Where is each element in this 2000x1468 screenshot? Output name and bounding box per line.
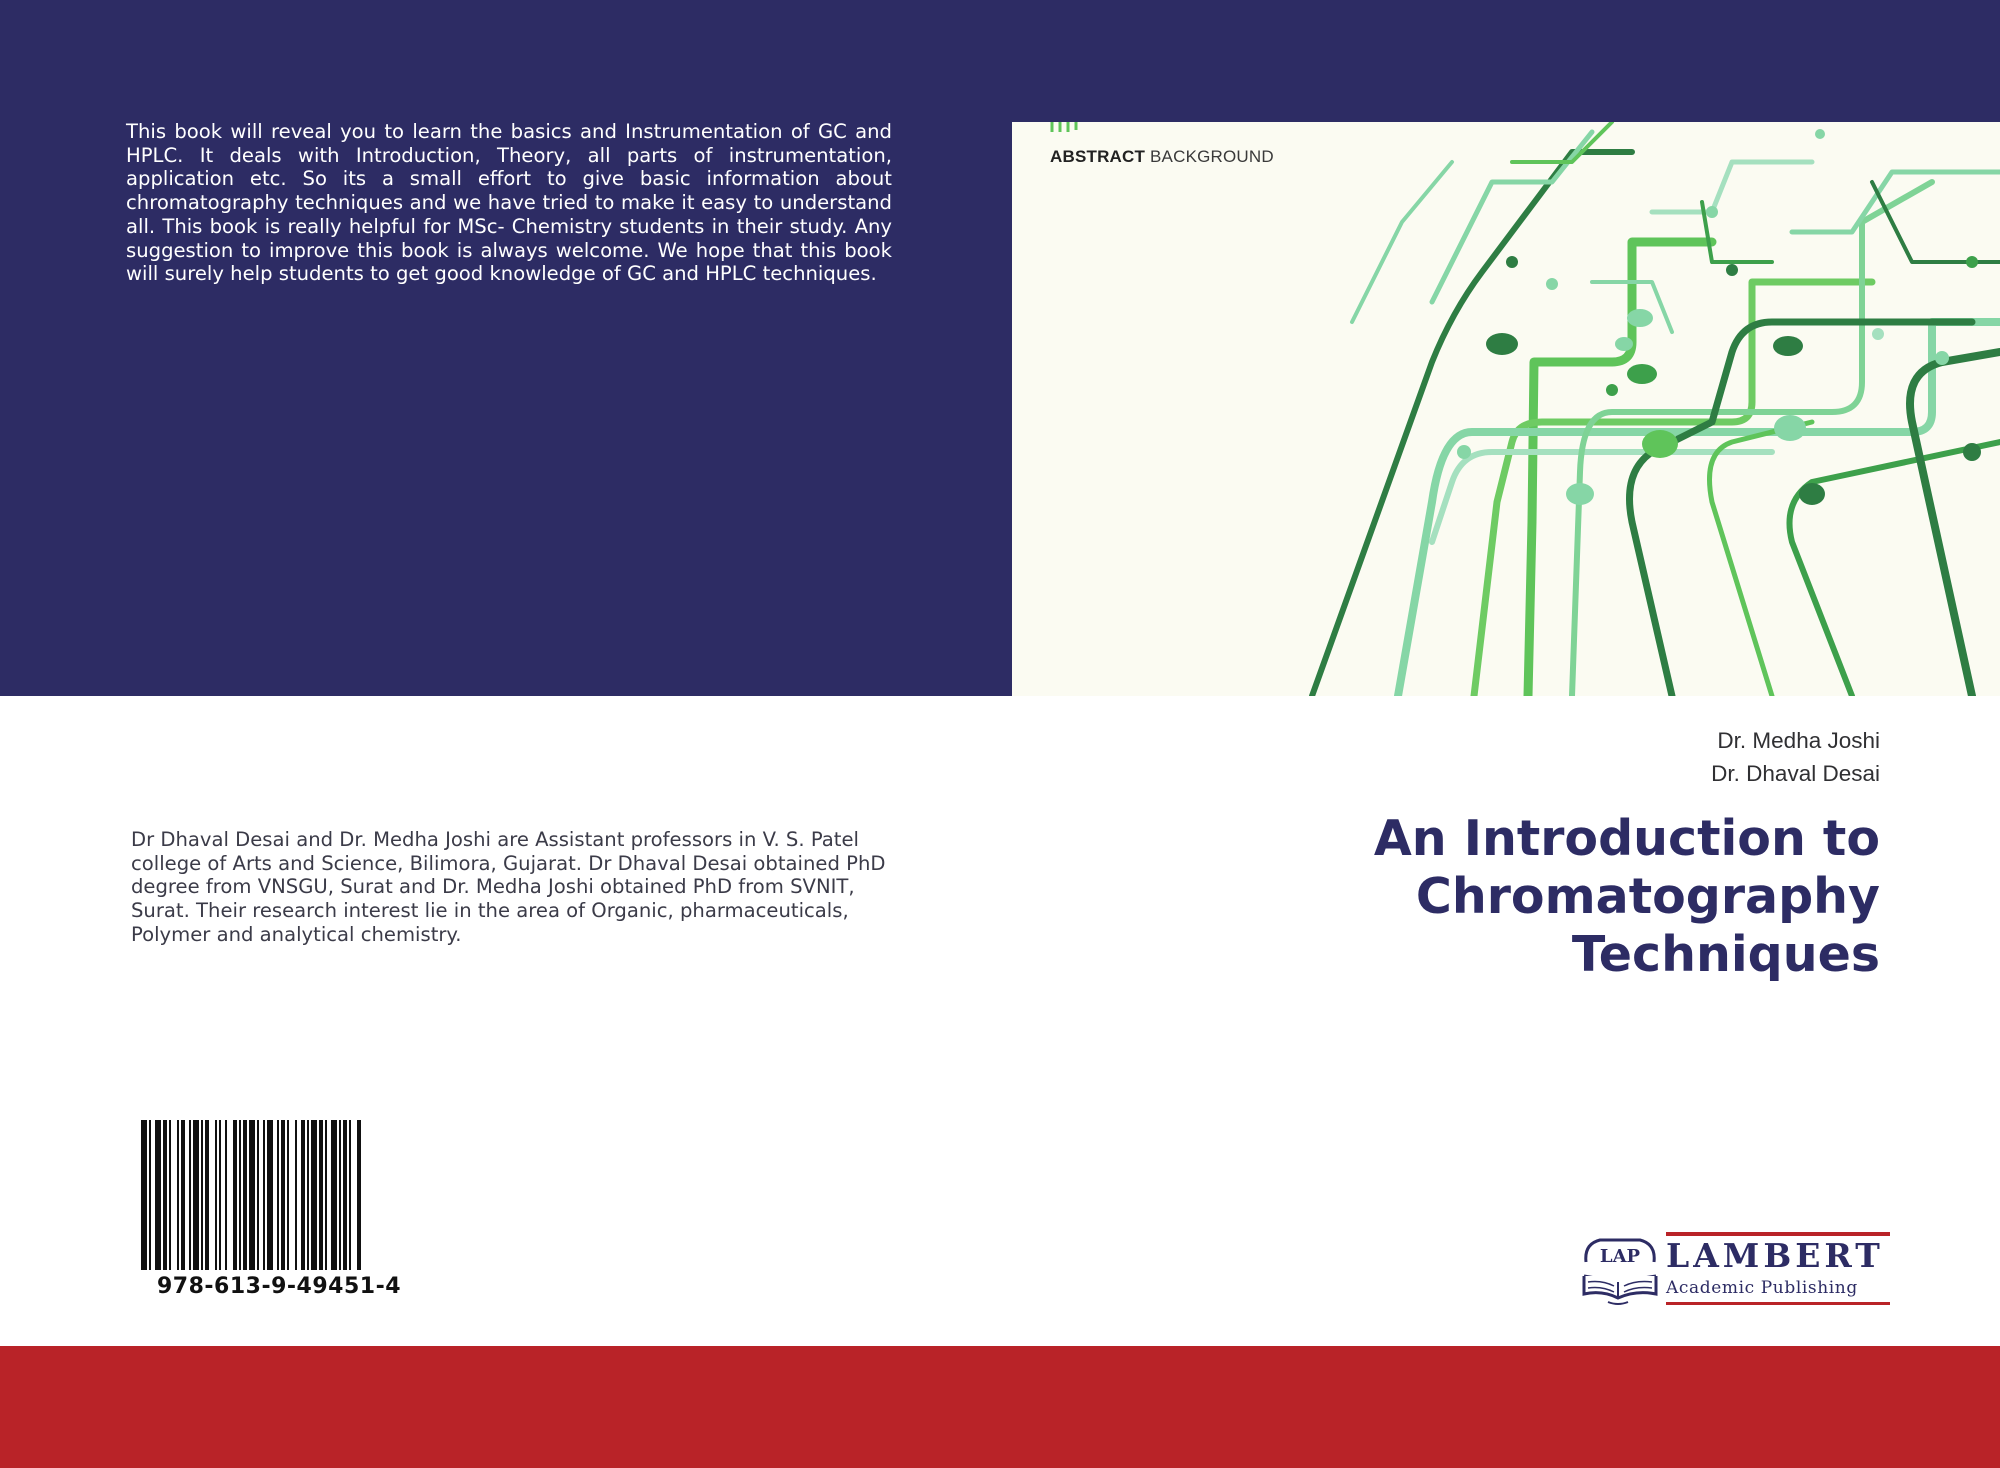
author-list xyxy=(1711,724,1880,790)
publisher-subtitle: Academic Publishing xyxy=(1666,1278,1858,1298)
isbn-barcode xyxy=(139,1120,419,1270)
barcode-bar xyxy=(295,1120,297,1270)
title-line: An Introduction to xyxy=(1373,810,1880,867)
publisher-logo xyxy=(1578,1232,1890,1308)
author-bio: Dr Dhaval Desai and Dr. Medha Joshi are Assistant professors in V. S. Patel college of Arts and Science, Bilimora, Gujarat. Dr Dhaval Desai obtained PhD degree from VNSGU, Surat and Dr. Medha Joshi obtained PhD from SVNIT, Surat. Their research interest lie in the area of Organic, pharmaceuticals, Polymer and analytical chemistry. xyxy=(131,828,886,946)
barcode-bar xyxy=(205,1120,209,1270)
barcode-bar xyxy=(155,1120,161,1270)
barcode-bar xyxy=(219,1120,221,1270)
publisher-mark: LAP xyxy=(1599,1246,1641,1267)
title-line: Chromatography xyxy=(1415,868,1880,925)
barcode-bar xyxy=(181,1120,185,1270)
barcode-bar xyxy=(243,1120,247,1270)
barcode-bar xyxy=(267,1120,273,1270)
barcode-bar xyxy=(149,1120,151,1270)
publisher-rule-bottom xyxy=(1666,1302,1890,1305)
barcode-bar xyxy=(343,1120,347,1270)
barcode-bar xyxy=(189,1120,191,1270)
caption-bold: ABSTRACT xyxy=(1050,147,1146,166)
caption-rest: BACKGROUND xyxy=(1145,147,1274,166)
barcode-bar xyxy=(331,1120,337,1270)
barcode-bar xyxy=(301,1120,305,1270)
barcode-bar xyxy=(257,1120,259,1270)
barcode-bar xyxy=(233,1120,237,1270)
barcode-bar xyxy=(263,1120,265,1270)
barcode-bar xyxy=(141,1120,147,1270)
barcode-bar xyxy=(277,1120,279,1270)
barcode-bar xyxy=(193,1120,199,1270)
isbn-number: 978-613-9-49451-4 xyxy=(156,1274,402,1299)
barcode-bar xyxy=(177,1120,179,1270)
barcode-bar xyxy=(357,1120,361,1270)
cover-illustration xyxy=(1012,122,2000,696)
barcode-bar xyxy=(349,1120,351,1270)
barcode-bar xyxy=(325,1120,327,1270)
book-blurb: This book will reveal you to learn the basics and Instrumentation of GC and HPLC. It deals with Introduction, Theory, all parts of instrumentation, application etc. So its a small effort to give basic information about chromatography techniques and we have tried to make it easy to understand all. This book is really helpful for MSc- Chemistry students in their study. Any suggestion to improve this book is always welcome. We hope that this book will surely help students to get good knowledge of GC and HPLC techniques. xyxy=(126,120,892,286)
open-book-icon xyxy=(1578,1232,1662,1308)
bottom-band xyxy=(0,1346,2000,1468)
barcode-bar xyxy=(287,1120,289,1270)
barcode-bar xyxy=(249,1120,255,1270)
barcode-bar xyxy=(169,1120,171,1270)
barcode-bar xyxy=(215,1120,217,1270)
barcode-bar xyxy=(201,1120,203,1270)
author-name: Dr. Medha Joshi xyxy=(1717,728,1880,753)
cover-image-caption xyxy=(1050,147,1274,167)
circuit-lines-graphic xyxy=(1012,122,2000,696)
barcode-bar xyxy=(319,1120,323,1270)
barcode-bar xyxy=(239,1120,241,1270)
barcode-bar xyxy=(311,1120,317,1270)
barcode-bar xyxy=(281,1120,285,1270)
barcode-bar xyxy=(163,1120,167,1270)
barcode-bar xyxy=(225,1120,227,1270)
barcode-bar xyxy=(307,1120,309,1270)
book-title xyxy=(1120,810,1880,984)
publisher-name: LAMBERT xyxy=(1666,1236,1884,1275)
barcode-bar xyxy=(339,1120,341,1270)
title-line: Techniques xyxy=(1571,926,1880,983)
author-name: Dr. Dhaval Desai xyxy=(1711,761,1880,786)
